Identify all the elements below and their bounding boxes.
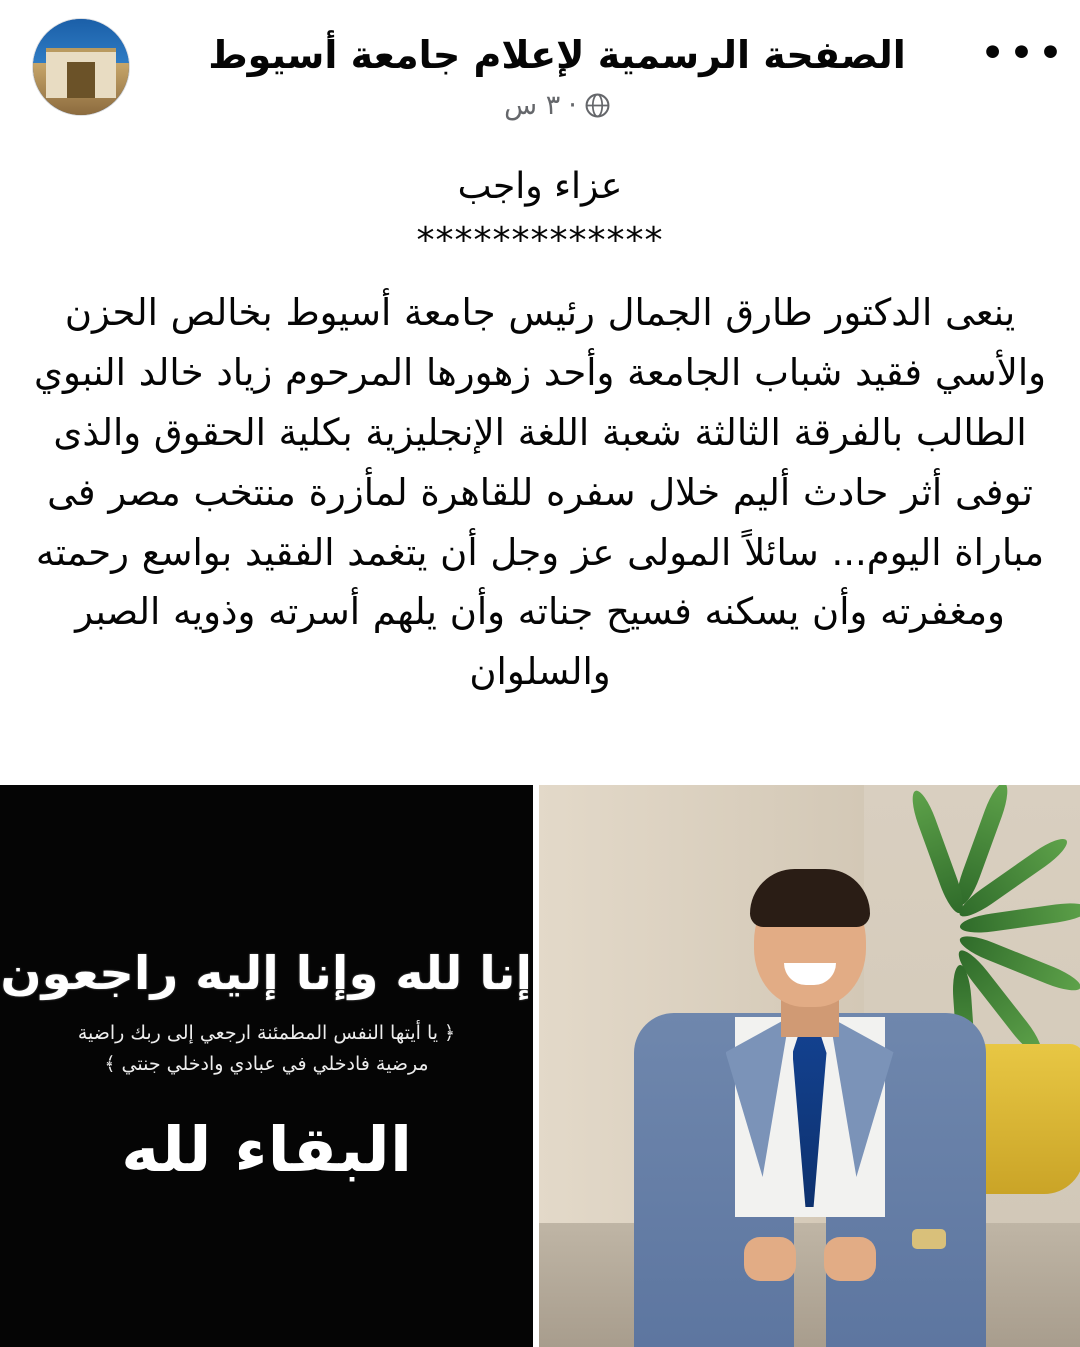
post-body bbox=[0, 130, 1080, 722]
condolence-verse-text: ﴿ يا أيتها النفس المطمئنة ارجعي إلى ربك راضية مرضية فادخلي في عبادي وادخلي جنتي ﴾ bbox=[77, 1022, 456, 1075]
header-text-block bbox=[130, 18, 984, 121]
portrait-photo bbox=[539, 785, 1080, 1347]
condolence-bottom-text: البقاء لله bbox=[120, 1112, 413, 1186]
hand-right bbox=[824, 1237, 876, 1281]
post-meta bbox=[130, 90, 984, 121]
avatar-building bbox=[46, 48, 115, 98]
post-media-grid bbox=[0, 785, 1080, 1347]
post-header bbox=[0, 0, 1080, 130]
deceased-portrait-image[interactable] bbox=[539, 785, 1080, 1347]
post-text: ينعى الدكتور طارق الجمال رئيس جامعة أسيوط بخالص الحزن والأسي فقيد شباب الجامعة وأحد زهورها المرحوم زياد خالد النبوي الطالب بالفرقة الثالثة شعبة اللغة الإنجليزية بكلية الحقوق والذى توفى أثر حادث أليم خلال سفره للقاهرة لمأزرة منتخب مصر فى مباراة اليوم... سائلاً المولى عز وجل أن يتغمد الفقيد بواسع رحمته ومغفرته وأن يسكنه فسيح جناته وأن يلهم أسرته وذويه الصبر والسلوان bbox=[34, 290, 1046, 694]
hand-left bbox=[744, 1237, 796, 1281]
condolence-card bbox=[0, 785, 533, 1347]
person-figure bbox=[640, 877, 980, 1347]
page-name[interactable]: الصفحة الرسمية لإعلام جامعة أسيوط bbox=[208, 33, 906, 77]
hair bbox=[750, 869, 870, 927]
avatar[interactable] bbox=[32, 18, 130, 116]
meta-separator: · bbox=[568, 89, 577, 121]
condolence-card-image[interactable] bbox=[0, 785, 533, 1347]
globe-icon bbox=[585, 93, 610, 118]
condolence-top-text: إنا لله وإنا إليه راجعون bbox=[0, 946, 533, 1001]
post-more-options-button[interactable]: ••• bbox=[979, 28, 1067, 80]
post-timestamp[interactable]: ٣ س bbox=[504, 89, 561, 121]
post-divider-stars: ************* bbox=[416, 220, 664, 261]
wristwatch bbox=[912, 1229, 946, 1249]
post-title-line: عزاء واجب bbox=[457, 166, 623, 207]
